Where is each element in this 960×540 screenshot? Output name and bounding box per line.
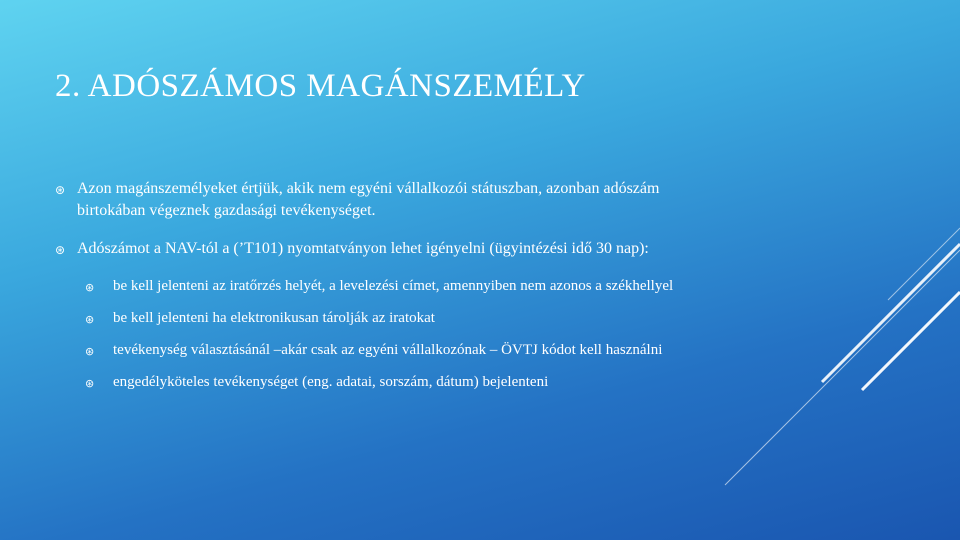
sub-bullet-text: tevékenység választásánál –akár csak az egyéni vállalkozónak – ÖVTJ kódot kell használni <box>113 342 663 358</box>
bullet-item <box>55 238 715 260</box>
bullet-icon: ⊛ <box>55 243 66 257</box>
bullet-icon: ⊛ <box>85 313 95 326</box>
sub-bullet-item <box>85 340 715 361</box>
bullet-icon: ⊛ <box>55 183 66 197</box>
sub-bullet-item <box>85 308 715 329</box>
slide-title: 2. ADÓSZÁMOS MAGÁNSZEMÉLY <box>55 68 586 104</box>
sub-bullet-item <box>85 372 715 393</box>
bullet-icon: ⊛ <box>85 345 95 358</box>
bullet-icon: ⊛ <box>85 281 95 294</box>
deco-line-1 <box>888 228 960 300</box>
bullet-list <box>55 178 715 404</box>
sub-bullet-text: be kell jelenteni ha elektronikusan tárolják az iratokat <box>113 310 435 326</box>
deco-line-4 <box>725 250 960 485</box>
sub-bullet-text: engedélyköteles tevékenységet (eng. adatai, sorszám, dátum) bejelenteni <box>113 374 549 390</box>
sub-bullet-text: be kell jelenteni az iratőrzés helyét, a levelezési címet, amennyiben nem azonos a székhellyel <box>113 278 674 294</box>
bullet-icon: ⊛ <box>85 377 95 390</box>
bullet-item <box>55 178 715 222</box>
sub-bullet-item <box>85 276 715 297</box>
bullet-text: Azon magánszemélyeket értjük, akik nem egyéni vállalkozói státuszban, azonban adószám birtokában végeznek gazdasági tevékenységet. <box>77 180 660 219</box>
bullet-text: Adószámot a NAV-tól a (’T101) nyomtatványon lehet igényelni (ügyintézési idő 30 nap): <box>77 240 649 257</box>
deco-line-3 <box>862 292 960 390</box>
